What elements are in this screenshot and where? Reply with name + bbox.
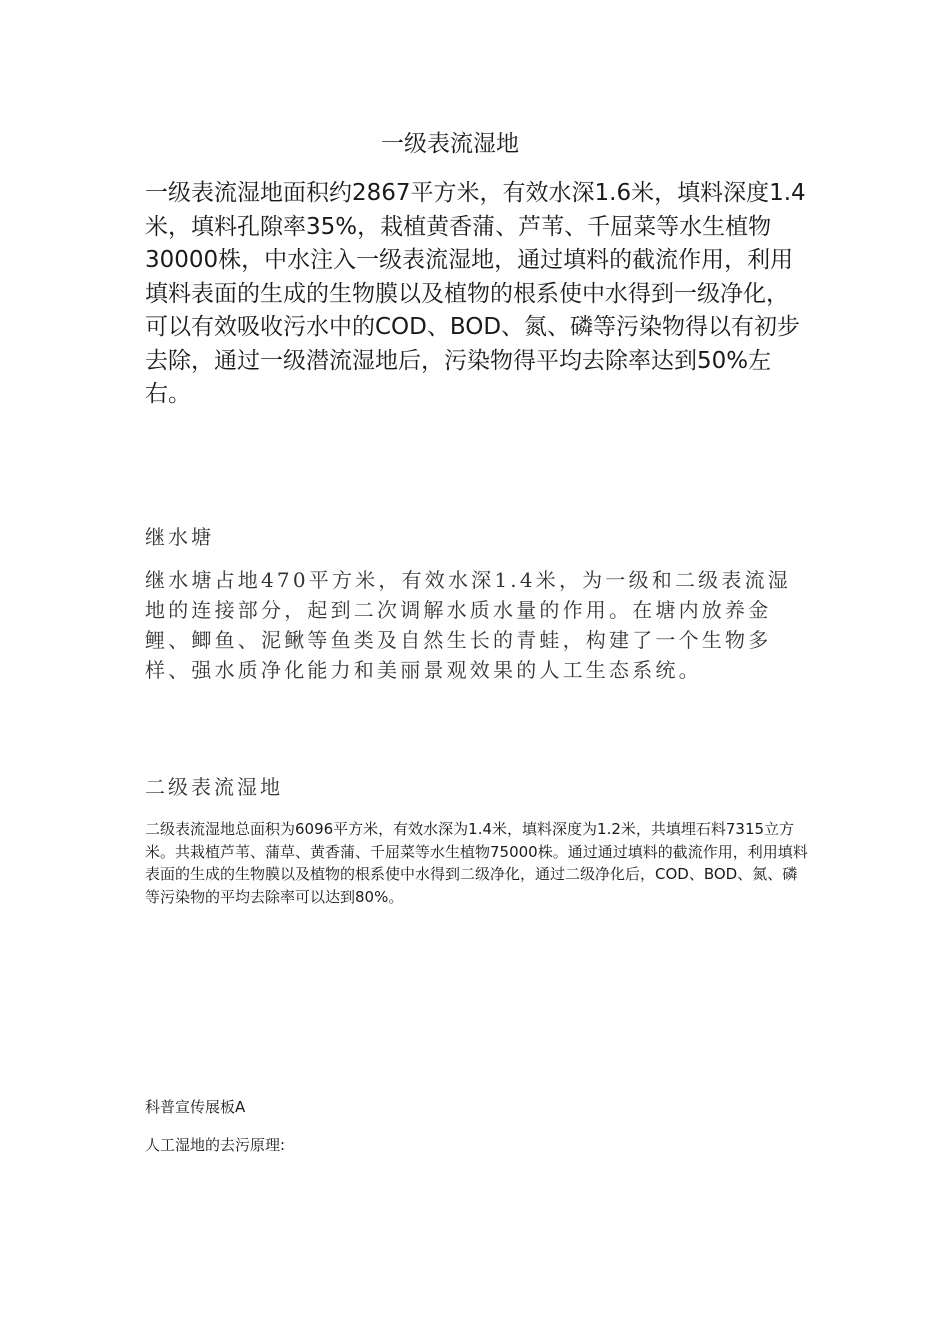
board-subtitle: 人工湿地的去污原理: <box>145 1136 286 1154</box>
secondary-wetland-paragraph: 二级表流湿地总面积为6096平方米，有效水深为1.4米，填料深度为1.2米，共填埋石料7315立方米。共栽植芦苇、蒲草、黄香蒲、千屈菜等水生植物75000株。通过通过填料的截流作用，利用填料表面的生成的生物膜以及植物的根系使中水得到二级净化，通过二级净化后，COD、BOD、氮、磷等污染物的平均去除率可以达到80%。 <box>145 820 808 906</box>
relay-pond-paragraph: 继水塘占地470平方米，有效水深1.4米，为一级和二级表流湿地的连接部分，起到二次调解水质水量的作用。在塘内放养金鲤、鲫鱼、泥鳅等鱼类及自然生长的青蛙，构建了一个生物多样、强水质净化能力和美丽景观效果的人工生态系统。 <box>145 568 791 682</box>
primary-wetland-paragraph: 一级表流湿地面积约2867平方米，有效水深1.6米，填料深度1.4米，填料孔隙率35%，栽植黄香蒲、芦苇、千屈菜等水生植物30000株，中水注入一级表流湿地，通过填料的截流作用，利用填料表面的生成的生物膜以及植物的根系使中水得到一级净化，可以有效吸收污水中的COD、BOD、氮、磷等污染物得以有初步去除，通过一级潜流湿地后，污染物得平均去除率达到50%左右。 <box>145 180 806 407</box>
board-title: 科普宣传展板A <box>145 1098 246 1116</box>
relay-pond-title: 继水塘 <box>145 525 214 549</box>
secondary-wetland-title: 二级表流湿地 <box>145 775 283 799</box>
primary-wetland-title: 一级表流湿地 <box>381 131 519 157</box>
